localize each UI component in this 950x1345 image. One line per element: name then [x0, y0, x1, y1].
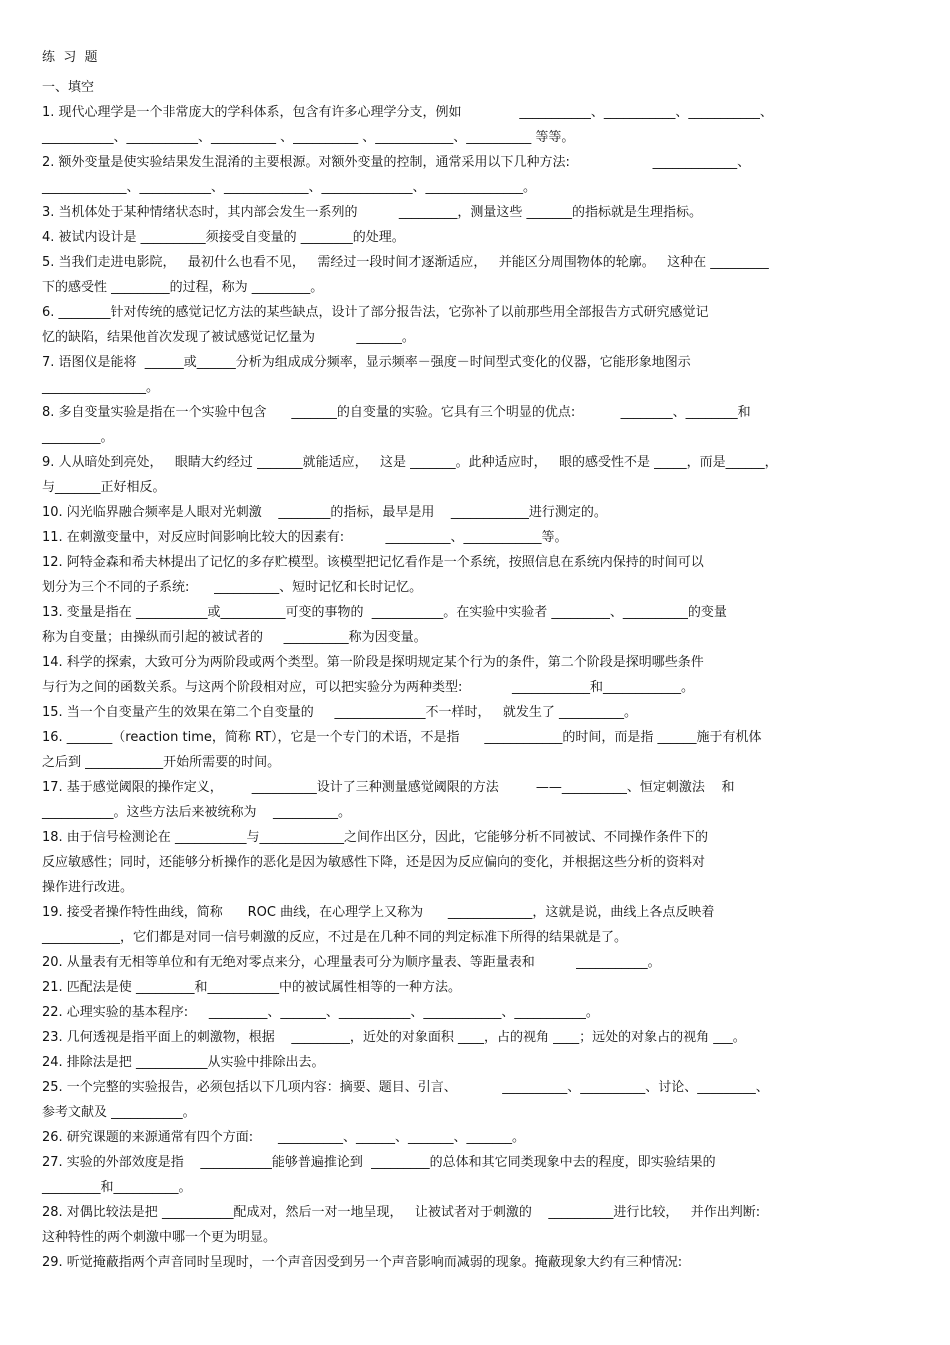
question-line: 12. 阿特金森和希夫林提出了记忆的多存贮模型。该模型把记忆看作是一个系统，按照信息在系统内保持的时间可以	[42, 555, 704, 570]
question-line: 27. 实验的外部效度是指 ___________能够普遍推论到 _________的总体和其它同类现象中去的程度，即实验结果的	[42, 1155, 716, 1170]
section-heading: 一、填空	[42, 80, 95, 95]
question-line: 13. 变量是指在 ___________或__________可变的事物的 ___________。在实验中实验者 _________、__________的变量	[42, 605, 727, 620]
question-line: 2. 额外变量是使实验结果发生混淆的主要根源。对额外变量的控制，通常采用以下几种方法: _____________、	[42, 155, 751, 170]
question-line: 操作进行改进。	[42, 880, 134, 895]
question-line: 下的感受性 _________的过程，称为 _________。	[42, 280, 324, 295]
question-line: 6. ________针对传统的感觉记忆方法的某些缺点，设计了部分报告法，它弥补了以前那些用全部报告方式研究感觉记	[42, 305, 709, 320]
question-line: _________和__________。	[42, 1180, 192, 1195]
question-line: 26. 研究课题的来源通常有四个方面: __________、______、_______、_______。	[42, 1130, 525, 1145]
question-line: 16. _______（reaction time，简称 RT），它是一个专门的术语，不是指 ____________的时间，而是指 ______施于有机体	[42, 730, 762, 745]
question-line: 8. 多自变量实验是指在一个实验中包含 _______的自变量的实验。它具有三个明显的优点: ________、________和	[42, 405, 751, 420]
question-line: 21. 匹配法是使 _________和___________中的被试属性相等的一种方法。	[42, 980, 461, 995]
question-line: 3. 当机体处于某种情绪状态时，其内部会发生一系列的 _________，测量这些 _______的指标就是生理指标。	[42, 205, 702, 220]
question-line: 28. 对偶比较法是把 ___________配成对，然后一对一地呈现， 让被试者对于刺激的 __________进行比较， 并作出判断:	[42, 1205, 761, 1220]
question-line: 29. 听觉掩蔽指两个声音同时呈现时，一个声音因受到另一个声音影响而减弱的现象。掩蔽现象大约有三种情况:	[42, 1255, 683, 1270]
question-line: 14. 科学的探索，大致可分为两阶段或两个类型。第一阶段是探明规定某个行为的条件，第二个阶段是探明哪些条件	[42, 655, 704, 670]
question-line: 7. 语图仪是能将 ______或______分析为组成成分频率，显示频率－强度－时间型式变化的仪器，它能形象地图示	[42, 355, 691, 370]
question-line: 24. 排除法是把 ___________从实验中排除出去。	[42, 1055, 325, 1070]
question-line: 22. 心理实验的基本程序: _________、_______、___________、____________、___________。	[42, 1005, 599, 1020]
question-line: 20. 从量表有无相等单位和有无绝对零点来分，心理量表可分为顺序量表、等距量表和 ___________。	[42, 955, 661, 970]
question-line: 忆的缺陷，结果他首次发现了被试感觉记忆量为 _______。	[42, 330, 415, 345]
question-line: 15. 当一个自变量产生的效果在第二个自变量的 ______________不一样时， 就发生了 __________。	[42, 705, 637, 720]
question-line: 23. 几何透视是指平面上的刺激物，根据 _________，近处的对象面积 ____，占的视角 ____；远处的对象占的视角 ___。	[42, 1030, 746, 1045]
question-line: 之后到 ____________开始所需要的时间。	[42, 755, 281, 770]
question-line: _________。	[42, 430, 114, 445]
question-line: 这种特性的两个刺激中哪一个更为明显。	[42, 1230, 277, 1245]
question-line: 划分为三个不同的子系统: __________、短时记忆和长时记忆。	[42, 580, 423, 595]
question-line: 10. 闪光临界融合频率是人眼对光刺激 ________的指标，最早是用 ____________进行测定的。	[42, 505, 607, 520]
question-line: 11. 在刺激变量中，对反应时间影响比较大的因素有: __________、____________等。	[42, 530, 568, 545]
document-title: 练 习 题	[42, 50, 98, 65]
question-line: 17. 基于感觉阈限的操作定义， __________设计了三种测量感觉阈限的方法 ——__________、恒定刺激法 和	[42, 780, 735, 795]
question-line: 4. 被试内设计是 __________须接受自变量的 ________的处理。	[42, 230, 405, 245]
question-line: 与行为之间的函数关系。与这两个阶段相对应，可以把实验分为两种类型: ____________和____________。	[42, 680, 694, 695]
question-line: _____________、___________、_____________、______________、_______________。	[42, 180, 536, 195]
question-line: 9. 人从暗处到亮处， 眼睛大约经过 _______就能适应， 这是 _______。此种适应时， 眼的感受性不是 _____，而是______，	[42, 455, 778, 470]
question-line: 参考文献及 ___________。	[42, 1105, 196, 1120]
question-line: 18. 由于信号检测论在 ___________与_____________之间作出区分，因此，它能够分析不同被试、不同操作条件下的	[42, 830, 708, 845]
question-line: 反应敏感性；同时，还能够分析操作的恶化是因为敏感性下降，还是因为反应偏向的变化，并根据这些分析的资料对	[42, 855, 706, 870]
question-line: 称为自变量；由操纵而引起的被试者的 __________称为因变量。	[42, 630, 427, 645]
question-line: 与_______正好相反。	[42, 480, 166, 495]
question-line: ________________。	[42, 380, 160, 395]
question-line: ____________，它们都是对同一信号刺激的反应，不过是在几种不同的判定标准下所得的结果就是了。	[42, 930, 628, 945]
question-line: 1. 现代心理学是一个非常庞大的学科体系，包含有许多心理学分支，例如 ___________、___________、___________、	[42, 105, 773, 120]
question-line: 25. 一个完整的实验报告，必须包括以下几项内容：摘要、题目、引言、 __________、__________、讨论、_________、	[42, 1080, 769, 1095]
question-line: ___________。这些方法后来被统称为 __________。	[42, 805, 352, 820]
question-line: 5. 当我们走进电影院， 最初什么也看不见， 需经过一段时间才逐渐适应， 并能区分周围物体的轮廓。 这种在 _________	[42, 255, 769, 270]
question-line: 19. 接受者操作特性曲线，简称 ROC 曲线，在心理学上又称为 _____________，这就是说，曲线上各点反映着	[42, 905, 715, 920]
question-line: ___________、___________、__________ 、__________ 、____________、__________ 等等。	[42, 130, 575, 145]
